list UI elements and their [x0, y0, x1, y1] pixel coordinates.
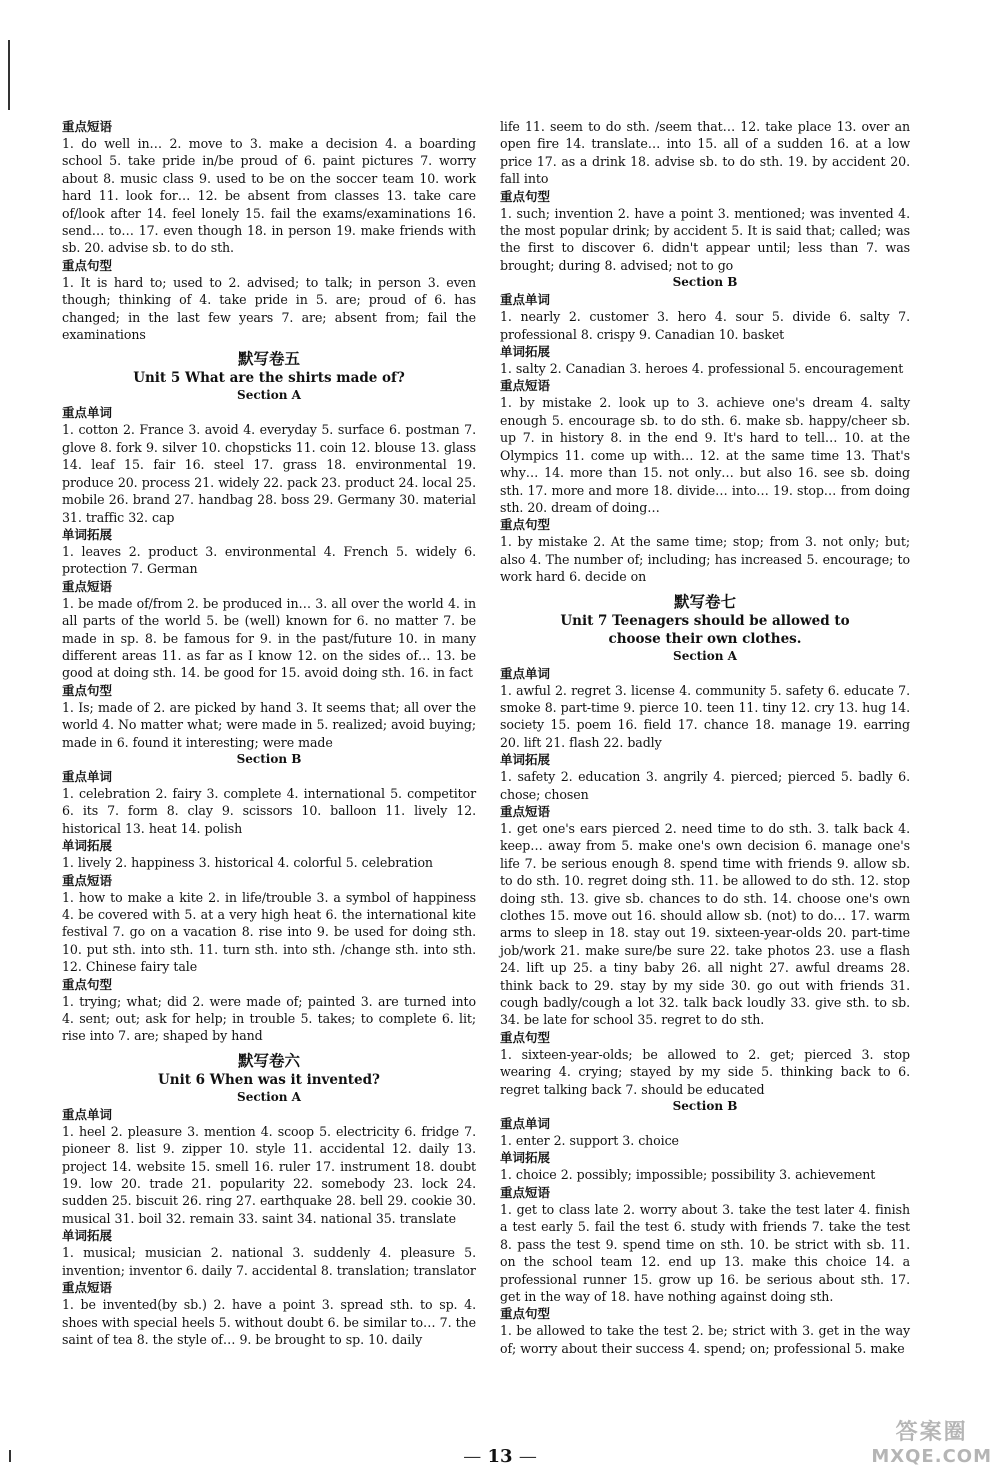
words-block-5b — [62, 768, 476, 837]
section-heading: 重点句型 — [62, 976, 113, 992]
section-heading: 重点单词 — [500, 1116, 551, 1132]
phrases-block-5b — [62, 872, 476, 976]
section-heading: 重点句型 — [62, 257, 113, 273]
section-heading: 重点句型 — [500, 1029, 551, 1045]
answer-text: 1. by mistake 2. At the same time; stop; from 3. not only; but; also 4. The number of; including; has increased 5. encourage; to work hard 6. decide on — [500, 534, 910, 585]
answer-text: 1. leaves 2. product 3. environmental 4. French 5. widely 6. protection 7. German — [62, 543, 476, 577]
sentences-block-7b — [500, 1305, 910, 1357]
sentences-block-5b — [62, 976, 476, 1045]
phrases-block-unit4 — [62, 118, 476, 257]
section-heading: 重点句型 — [62, 682, 113, 698]
page-number-value: 13 — [487, 1446, 513, 1467]
sentences-block-6b — [500, 516, 910, 585]
section-heading: 重点短语 — [62, 119, 113, 134]
word-extension-block-6a — [62, 1227, 476, 1279]
watermark-url: MXQE.COM — [871, 1446, 992, 1467]
left-column — [62, 118, 476, 1348]
words-block-7b — [500, 1115, 910, 1149]
unit-6-section-a: Section A — [237, 1089, 301, 1104]
word-extension-block-6b — [500, 343, 910, 377]
section-heading: 重点单词 — [500, 292, 551, 308]
answer-text: 1. trying; what; did 2. were made of; painted 3. are turned into 4. sent; out; ask for help; in trouble 5. takes; to complete 6. lit; rise into 7. are; shaped by hand — [62, 993, 476, 1044]
section-heading: 单词拓展 — [62, 1228, 113, 1244]
answer-text: 1. heel 2. pleasure 3. mention 4. scoop 5. electricity 6. fridge 7. pioneer 8. list 9. zipper 10. style 11. accidental 12. daily 13. project 14. website 15. smell 16. ruler 17. instrument 18. doubt 19. low 20. trade 21. popularity 22. somebody 23. lock 24. sudden 25. biscuit 26. ring 27. earthquake 28. bell 29. cookie 30. musical 31. boil 32. remain 33. saint 34. national 35. translate — [62, 1123, 476, 1226]
section-heading: 单词拓展 — [500, 1150, 551, 1166]
unit-7-section-a: Section A — [673, 648, 737, 663]
answer-text: 1. enter 2. support 3. choice — [500, 1133, 679, 1149]
section-heading: 重点短语 — [500, 803, 551, 819]
word-extension-block-7b — [500, 1149, 910, 1183]
answer-text: 1. be allowed to take the test 2. be; strict with 3. get in the way of; worry about their success 4. spend; on; professional 5. make — [500, 1323, 910, 1356]
section-heading: 单词拓展 — [500, 752, 551, 768]
section-heading: 单词拓展 — [62, 526, 113, 542]
answer-text: 1. safety 2. education 3. angrily 4. pierced; pierced 5. badly 6. chose; chosen — [500, 769, 910, 802]
words-block-6b — [500, 291, 910, 343]
answer-text: 1. cotton 2. France 3. avoid 4. everyday 5. surface 6. postman 7. glove 8. fork 9. silver 10. chopsticks 11. coin 12. blouse 13. glass 14. leaf 15. fair 16. steel 17. grass 18. environmental 19. produce 20. process 21. widely 22. pack 23. product 24. local 25. mobile 26. brand 27. handbag 28. boss 29. Germany 30. material 31. traffic 32. cap — [62, 422, 476, 525]
answer-text: 1. nearly 2. customer 3. hero 4. sour 5. divide 6. salty 7. professional 8. crispy 9. Canadian 10. basket — [500, 309, 910, 342]
section-heading: 重点短语 — [500, 378, 551, 394]
phrases-block-5a — [62, 578, 476, 682]
answer-text: 1. It is hard to; used to 2. advised; to talk; in person 3. even though; thinking of 4. take pride in 5. are; proud of 6. has changed; in the last few years 7. are; absent from; fail the examinations — [62, 274, 476, 343]
answer-text: 1. Is; made of 2. are picked by hand 3. It seems that; all over the world 4. No matter what; were made in 5. realized; avoid buying; made in 6. found it interesting; were made — [62, 699, 476, 750]
section-heading: 重点句型 — [500, 517, 551, 533]
words-block-7a — [500, 665, 910, 752]
answer-text: 1. be invented(by sb.) 2. have a point 3. spread sth. to sp. 4. shoes with special heels 5. without doubt 6. be similar to… 7. the saint of tea 8. the style of… 9. be brought to sp. 10. daily — [62, 1297, 476, 1347]
unit-5-title: Unit 5 What are the shirts made of? — [133, 370, 405, 387]
answer-text: 1. celebration 2. fairy 3. complete 4. international 5. competitor 6. its 7. form 8. clay 9. scissors 10. balloon 11. lively 12. historical 13. heat 14. polish — [62, 785, 476, 836]
watermark-logo-text: 答案圈 — [895, 1420, 968, 1445]
word-extension-block-5a — [62, 526, 476, 578]
words-block-5a — [62, 404, 476, 525]
answer-text: 1. awful 2. regret 3. license 4. community 5. safety 6. educate 7. smoke 8. part-time 9. pierce 10. teen 11. tiny 12. cry 13. hug 14. society 15. poem 16. field 17. chance 18. manage 19. earring 20. lift 21. flash 22. badly — [500, 682, 910, 750]
sentences-block-5a — [62, 682, 476, 751]
unit-6-section-b: Section B — [672, 275, 738, 290]
unit-6-title: Unit 6 When was it invented? — [158, 1071, 380, 1088]
sentences-block-unit4 — [62, 257, 476, 344]
section-heading: 重点短语 — [62, 1280, 113, 1296]
answer-text: 1. salty 2. Canadian 3. heroes 4. professional 5. encouragement — [500, 361, 904, 377]
answer-text: 1. such; invention 2. have a point 3. mentioned; was invented 4. the most popular drink; by accident 5. It is said that; called; was the first to discover 6. didn't appear until; less than 7. was brought; during 8. advised; not to go — [500, 205, 910, 273]
answer-text: 1. lively 2. happiness 3. historical 4. colorful 5. celebration — [62, 855, 433, 871]
page-number-dash-right: — — [518, 1446, 537, 1467]
phrases-block-6a — [62, 1279, 476, 1348]
phrases-continued-6a — [500, 118, 910, 188]
section-heading: 单词拓展 — [62, 838, 113, 854]
words-block-6a — [62, 1106, 476, 1227]
phrases-block-7b — [500, 1184, 910, 1305]
answer-text: 1. musical; musician 2. national 3. suddenly 4. pleasure 5. invention; inventor 6. daily 7. accidental 8. translation; translator — [62, 1245, 476, 1278]
answer-text: 1. sixteen-year-olds; be allowed to 2. get; pierced 3. stop wearing 4. crying; stayed by my side 5. thinking back to 6. regret talking back 7. should be educated — [500, 1046, 910, 1097]
section-heading: 重点单词 — [62, 1106, 113, 1122]
unit-5-section-a: Section A — [237, 388, 301, 403]
unit-7-title-line-2: choose their own clothes. — [608, 630, 802, 647]
section-heading: 重点句型 — [500, 188, 551, 204]
section-heading: 重点单词 — [62, 768, 113, 784]
answer-text: 1. get to class late 2. worry about 3. take the test later 4. finish a test early 5. fail the test 6. study with friends 7. take the test 8. pass the test 9. spend time on sth. 10. be strict with sb. 11. on the school team 12. end up 13. make this choice 14. a professional runner 15. grow up 16. be serious about sth. 17. get in the way of 18. have nothing against doing sth. — [500, 1201, 910, 1304]
answer-text: life 11. seem to do sth. /seem that… 12. take place 13. over an open fire 14. translate… into 15. all of a sudden 16. at a low price 17. as a drink 18. advise sb. to do sth. 19. by accident 20. fall into — [500, 119, 910, 187]
phrases-block-6b — [500, 377, 910, 516]
answer-text: 1. get one's ears pierced 2. need time to do sth. 3. talk back 4. keep… away from 5. make one's own decision 6. manage one's life 7. be serious enough 8. spend time with friends 9. allow sb. to do sth. 10. regret doing sth. 11. be allowed to do sth. 12. stop doing sth. 13. give sb. chances to do sth. 14. choose one's own clothes 15. move out 16. should allow sb. (not) to do… 17. warm arms to sleep in 18. stay out 19. sixteen-year-olds 20. part-time job/work 21. make sure/be sure 22. take photos 23. use a flash 24. lift up 25. a tiny baby 26. all night 27. awful dreams 28. think back to 29. stay by my side 30. go out with friends 31. cough badly/cough a lot 32. talk back loudly 33. give sth. to sb. 34. be late for school 35. regret to do sth. — [500, 820, 910, 1028]
right-column — [500, 118, 910, 1357]
sentences-block-6a — [500, 188, 910, 275]
left-edge-line — [8, 40, 10, 110]
section-heading: 重点短语 — [62, 578, 113, 594]
answer-text: 1. be made of/from 2. be produced in… 3. all over the world 4. in all parts of the world 5. be (well) known for 6. no matter 7. be made in sp. 8. be famous for 9. in the past/future 10. in many different areas 11. as far as I know 12. on the sides of… 13. be good at doing sth. 14. be good for 15. avoid doing sth. 16. in fact — [62, 595, 476, 681]
section-heading: 单词拓展 — [500, 344, 551, 360]
answer-text: 1. do well in… 2. move to 3. make a decision 4. a boarding school 5. take pride in/be proud of 6. paint pictures 7. worry about 8. music class 9. used to be on the soccer team 10. work hard 11. look for… 12. be absent from classes 13. take care of/look after 14. feel lonely 15. fail the exams/examinations 16. send… to… 17. even though 18. in person 19. make friends with sb. 20. advise sb. to do sth. — [62, 136, 476, 256]
section-heading: 重点单词 — [500, 665, 551, 681]
answer-text: 1. how to make a kite 2. in life/trouble 3. a symbol of happiness 4. be covered with 5. at a very high heat 6. the international kite festival 7. go on a vacation 8. rise into 9. be used for doing sth. 10. put sth. into sth. 11. turn sth. into sth. /change sth. into sth. 12. Chinese fairy tale — [62, 889, 476, 975]
section-heading: 重点短语 — [62, 872, 113, 888]
phrases-block-7a — [500, 803, 910, 1029]
unit-5-section-b: Section B — [236, 751, 302, 766]
section-heading: 重点短语 — [500, 1184, 551, 1200]
answer-text: 1. choice 2. possibly; impossible; possibility 3. achievement — [500, 1167, 876, 1183]
page-number-dash-left: — — [463, 1446, 482, 1467]
word-extension-block-5b — [62, 837, 476, 871]
section-heading: 重点单词 — [62, 405, 113, 421]
watermark-logo — [871, 1415, 992, 1467]
quiz-title-6: 默写卷六 — [237, 1051, 300, 1070]
unit-7-section-b: Section B — [672, 1099, 738, 1114]
quiz-title-7: 默写卷七 — [673, 592, 736, 611]
answer-text: 1. by mistake 2. look up to 3. achieve one's dream 4. salty enough 5. encourage sb. to do sth. 6. make sb. happy/cheer sb. up 7. in history 8. in the end 9. It's hard to tell… 10. at the Olympics 11. come up with… 12. at the same time 13. That's why… 14. more than 15. not only… but also 16. see sb. doing sth. 17. more and more 18. divide… into… 19. stop… from doing sth. 20. dream of doing… — [500, 395, 910, 515]
word-extension-block-7a — [500, 751, 910, 803]
unit-7-title-line-1: Unit 7 Teenagers should be allowed to — [560, 612, 850, 629]
section-heading: 重点句型 — [500, 1306, 551, 1322]
quiz-title-5: 默写卷五 — [237, 350, 300, 369]
sentences-block-7a — [500, 1029, 910, 1098]
page-number — [0, 1446, 1000, 1467]
